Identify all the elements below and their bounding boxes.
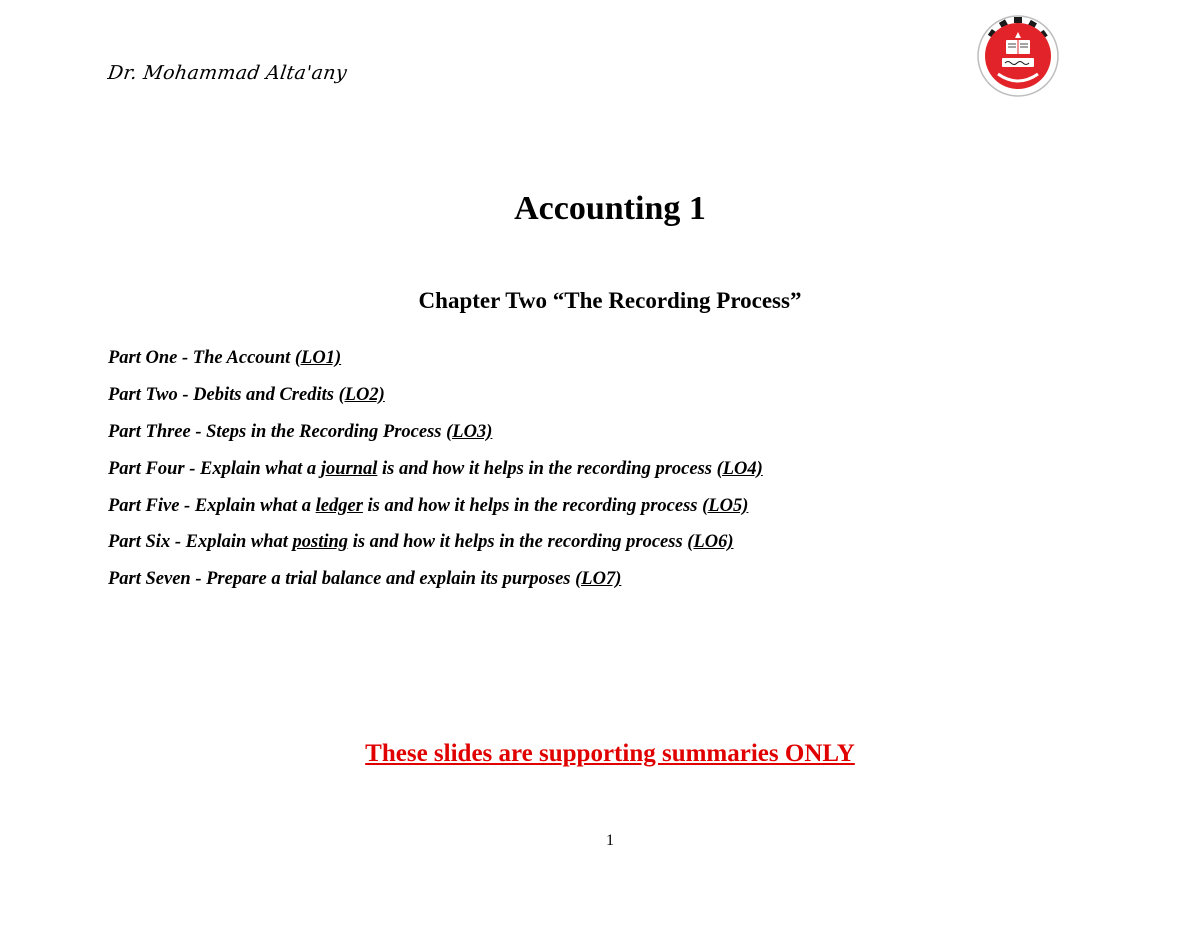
part-text: Part Three - Steps in the Recording Process <box>108 421 447 442</box>
part-text: Part Seven - Prepare a trial balance and explain its purposes <box>108 569 576 590</box>
learning-objective: (LO1) <box>294 348 342 368</box>
university-logo <box>976 14 1060 98</box>
learning-objective: (LO3) <box>446 421 493 442</box>
learning-objective: (LO4) <box>716 458 763 479</box>
part-text: Part Four - Explain what a <box>108 458 321 479</box>
list-item <box>108 494 763 531</box>
list-item <box>108 420 763 457</box>
list-item <box>108 346 763 383</box>
chapter-heading: Chapter Two “The Recording Process” <box>418 288 802 313</box>
part-text: Part Six - Explain what <box>108 532 293 553</box>
list-item <box>108 567 763 604</box>
author-signature: Dr. Mohammad Alta'any <box>106 62 349 84</box>
key-term: journal <box>320 458 378 479</box>
list-item <box>108 530 763 567</box>
part-text: Part One - The Account <box>108 348 295 368</box>
key-term: posting <box>292 532 349 553</box>
page-number: 1 <box>606 832 614 849</box>
learning-objective: (LO2) <box>338 384 385 405</box>
key-term: ledger <box>315 495 363 516</box>
part-text-rest: is and how it helps in the recording process <box>362 495 703 516</box>
part-text: Part Five - Explain what a <box>108 495 316 516</box>
parts-list <box>108 346 763 604</box>
part-text: Part Two - Debits and Credits <box>108 384 339 405</box>
learning-objective: (LO7) <box>575 569 622 590</box>
list-item <box>108 383 763 420</box>
document-title: Accounting 1 <box>514 190 706 227</box>
list-item <box>108 457 763 494</box>
learning-objective: (LO5) <box>702 495 749 516</box>
learning-objective: (LO6) <box>687 532 734 553</box>
part-text-rest: is and how it helps in the recording process <box>348 532 688 553</box>
part-text-rest: is and how it helps in the recording process <box>377 458 717 479</box>
notice-text: These slides are supporting summaries ONLY <box>365 740 855 767</box>
